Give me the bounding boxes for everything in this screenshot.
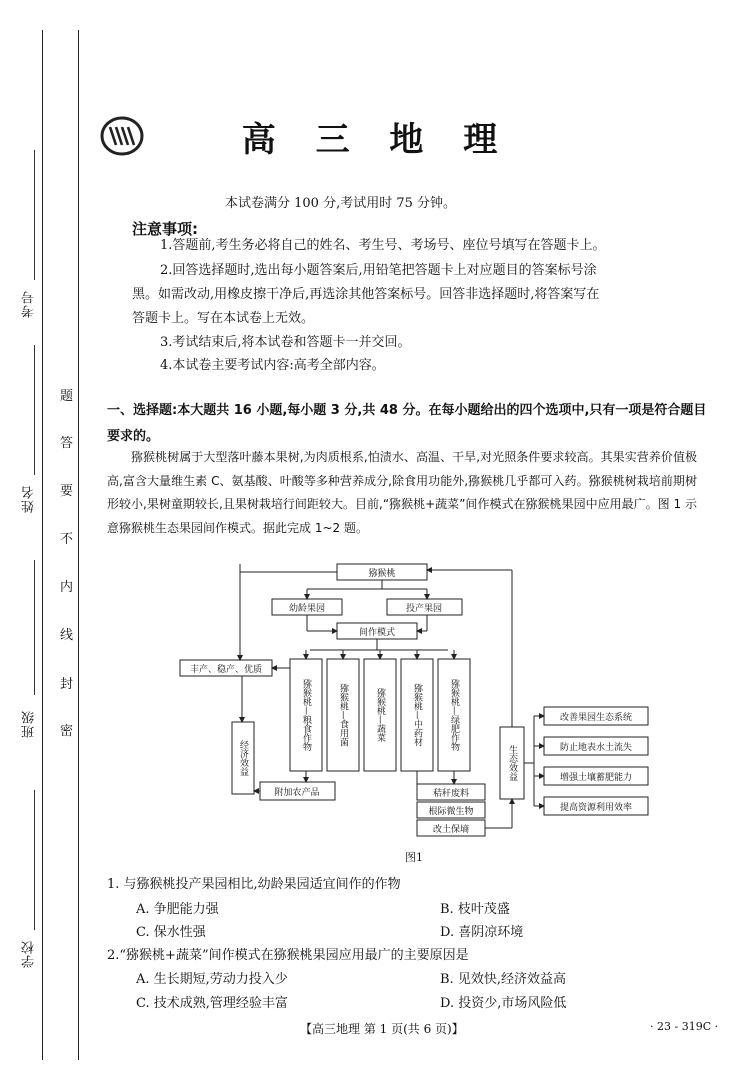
- class-underline: [34, 560, 35, 695]
- seal-char: 答: [60, 436, 74, 451]
- exam-no-label: 考号: [22, 290, 37, 318]
- seal-char: 封: [60, 677, 74, 692]
- seal-char: 题: [60, 389, 74, 404]
- page-footer: 【高三地理 第 1 页(共 6 页)】: [300, 1022, 464, 1036]
- label-young: 幼龄果园: [288, 604, 326, 614]
- question-option: B. 枝叶茂盛: [440, 902, 510, 917]
- notice-item: 3.考试结束后,将本试卷和答题卡一并交回。: [160, 335, 411, 350]
- label-right: 增强土壤蓄肥能力: [559, 773, 633, 783]
- label-economic: 经济效益: [238, 740, 248, 776]
- question-option: B. 见效快,经济效益高: [440, 972, 566, 987]
- notice-item: 答题卡上。写在本试卷上无效。: [132, 311, 315, 326]
- label-branch: 猕猴桃—蔬菜: [375, 688, 385, 742]
- label-branch: 猕猴桃—中药材: [412, 683, 422, 747]
- question-option: D. 喜阴凉环境: [440, 925, 524, 940]
- school-label: 学校: [22, 940, 37, 968]
- page-subtitle: 本试卷满分 100 分,考试用时 75 分钟。: [225, 196, 457, 211]
- exam-no-underline: [34, 150, 35, 280]
- figure-caption: 图1: [405, 851, 423, 864]
- ecological-orchard-diagram: [172, 562, 684, 847]
- question-option: C. 保水性强: [136, 925, 206, 940]
- label-products: 附加农产品: [274, 788, 320, 798]
- passage: 猕猴桃树属于大型落叶藤本果树,为肉质根系,怕渍水、高温、干旱,对光照条件要求较高。其果实营养价值极高,富含大量维生素 C、氨基酸、叶酸等多种营养成分,除食用功能外,猕猴桃几乎都可入药。猕猴桃树栽培前期树形较小,果树童期较长,且果树栽培行间距较大。目前,“猕猴桃+蔬菜”间作模式在猕猴桃果园中应用最广。图 1 示意猕猴桃生态果园间作模式。据此完成 1~2 题。: [107, 450, 697, 535]
- label-mode: 间作模式: [358, 628, 396, 638]
- seal-char: 内: [60, 580, 74, 595]
- seal-char: 要: [60, 484, 74, 499]
- class-label: 班级: [22, 710, 37, 738]
- seal-char: 线: [60, 628, 74, 643]
- seal-char: 不: [60, 532, 74, 547]
- label-branch: 猕猴桃—粮食作物: [301, 679, 311, 751]
- label-bottom: 改土保墒: [432, 825, 470, 835]
- label-right: 提高资源利用效率: [559, 803, 633, 813]
- seal-char: 密: [60, 724, 74, 739]
- notice-item: 黑。如需改动,用橡皮擦干净后,再选涂其他答案标号。回答非选择题时,将答案写在: [132, 287, 600, 302]
- question-stem: 1. 与猕猴桃投产果园相比,幼龄果园适宜间作的作物: [107, 877, 401, 892]
- notice-item: 2.回答选择题时,选出每小题答案后,用铅笔把答题卡上对应题目的答案标号涂: [160, 263, 597, 278]
- label-right: 防止地表水土流失: [559, 743, 633, 753]
- label-right: 改善果园生态系统: [559, 713, 633, 723]
- question-option: C. 技术成熟,管理经验丰富: [136, 996, 288, 1011]
- label-bottom: 根际微生物: [428, 807, 474, 817]
- question-stem: 2.“猕猴桃+蔬菜”间作模式在猕猴桃果园应用最广的主要原因是: [107, 948, 469, 963]
- label-bottom: 秸秆废料: [432, 789, 470, 799]
- question-option: A. 争肥能力强: [136, 902, 219, 917]
- notice-item: 1.答题前,考生务必将自己的姓名、考生号、考场号、座位号填写在答题卡上。: [160, 238, 606, 253]
- paper-code: · 23 - 319C ·: [650, 1020, 719, 1033]
- notice-heading: 注意事项:: [132, 220, 198, 238]
- binding-line-inner: [78, 30, 79, 1060]
- notice-item: 4.本试卷主要考试内容:高考全部内容。: [160, 358, 385, 373]
- name-label: 姓名: [22, 485, 37, 513]
- section-heading: 一、选择题:本大题共 16 小题,每小题 3 分,共 48 分。在每小题给出的四个选项中,只有一项是符合题目要求的。: [107, 403, 707, 444]
- label-branch: 猕猴桃—食用菌: [338, 683, 348, 747]
- binding-line-outer: [42, 30, 43, 1060]
- question-option: D. 投资少,市场风险低: [440, 996, 567, 1011]
- label-producing: 投产果园: [405, 604, 443, 614]
- question-option: A. 生长期短,劳动力投入少: [136, 972, 288, 987]
- page-title: 高 三 地 理: [241, 120, 512, 160]
- name-underline: [34, 345, 35, 475]
- label-ecological: 生态效益: [507, 745, 517, 781]
- school-underline: [34, 790, 35, 930]
- label-kiwi: 猕猴桃: [368, 569, 396, 579]
- label-branch: 猕猴桃—绿肥作物: [449, 679, 459, 751]
- label-yield: 丰产、稳产、优质: [189, 665, 263, 675]
